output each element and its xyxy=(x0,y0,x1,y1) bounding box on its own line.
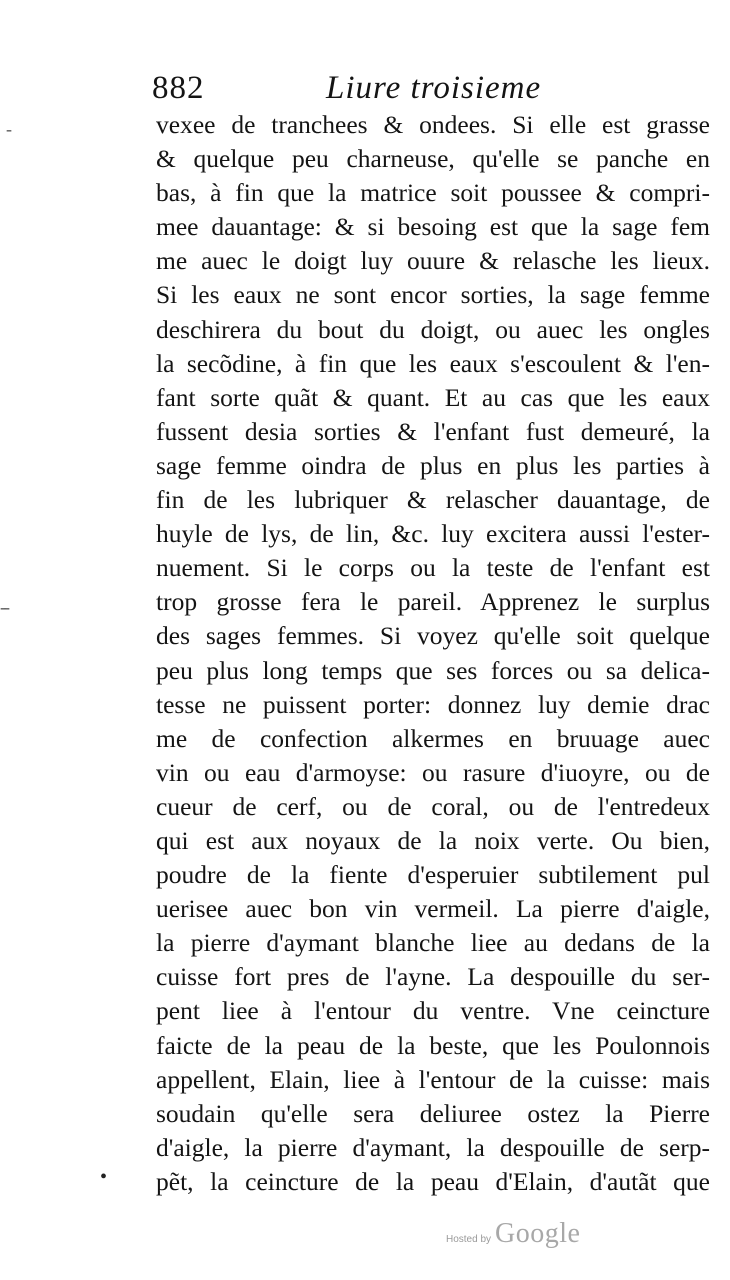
text-line: cuisse fort pres de l'ayne. La despouille du ser- xyxy=(156,962,710,992)
text-line: sage femme oindra de plus en plus les parties à xyxy=(156,450,710,480)
text-line: mee dauantage: & si besoing est que la sage fem xyxy=(156,212,710,242)
google-watermark xyxy=(446,1218,580,1250)
text-line: vin ou eau d'armoyse: ou rasure d'iuoyre, ou de xyxy=(156,757,710,787)
margin-dot-mark: • xyxy=(100,1166,108,1188)
text-line: pẽt, la ceincture de la peau d'Elain, d'autãt que xyxy=(156,1166,710,1196)
text-line: qui est aux noyaux de la noix verte. Ou bien, xyxy=(156,825,710,855)
text-line: uerisee auec bon vin vermeil. La pierre d'aigle, xyxy=(156,894,710,924)
text-line: peu plus long temps que ses forces ou sa delica- xyxy=(156,655,710,685)
text-line: poudre de la fiente d'esperuier subtilement pul xyxy=(156,860,710,890)
text-line: huyle de lys, de lin, &c. luy excitera aussi l'ester- xyxy=(156,519,710,549)
running-title: Liure troisieme xyxy=(326,70,542,106)
text-line: faicte de la peau de la beste, que les Poulonnois xyxy=(156,1030,710,1060)
hosted-by-label: Hosted by xyxy=(446,1234,492,1245)
text-line: d'aigle, la pierre d'aymant, la despouille de serp- xyxy=(156,1132,710,1162)
text-line: bas, à fin que la matrice soit poussee & compri- xyxy=(156,178,710,208)
text-line: me auec le doigt luy ouure & relasche les lieux. xyxy=(156,246,710,276)
body-text xyxy=(156,108,710,1199)
text-line: cueur de cerf, ou de coral, ou de l'entredeux xyxy=(156,791,710,821)
text-line: fin de les lubriquer & relascher dauantage, de xyxy=(156,485,710,515)
text-line: vexee de tranchees & ondees. Si elle est grasse xyxy=(156,110,710,139)
text-line: pent liee à l'entour du ventre. Vne ceincture xyxy=(156,996,710,1026)
text-line: fant sorte quãt & quant. Et au cas que les eaux xyxy=(156,382,710,412)
text-line: la pierre d'aymant blanche liee au dedans de la xyxy=(156,928,710,958)
text-line: me de confection alkermes en bruuage auec xyxy=(156,723,710,753)
text-line: deschirera du bout du doigt, ou auec les ongles xyxy=(156,314,710,344)
text-line: & quelque peu charneuse, qu'elle se panche en xyxy=(156,144,710,174)
text-line: Si les eaux ne sont encor sorties, la sage femme xyxy=(156,280,710,310)
text-line: des sages femmes. Si voyez qu'elle soit quelque xyxy=(156,621,710,651)
text-line: appellent, Elain, liee à l'entour de la cuisse: mais xyxy=(156,1064,710,1094)
google-logo: Google xyxy=(495,1218,581,1249)
page-number: 882 xyxy=(152,70,205,106)
margin-tick-mark: -- xyxy=(0,597,8,617)
text-line: fussent desia sorties & l'enfant fust demeuré, la xyxy=(156,416,710,446)
margin-tick-mark: - xyxy=(6,119,12,139)
text-line: tesse ne puissent porter: donnez luy demie drac xyxy=(156,689,710,719)
text-line: nuement. Si le corps ou la teste de l'enfant est xyxy=(156,553,710,583)
text-line: trop grosse fera le pareil. Apprenez le surplus xyxy=(156,587,710,617)
text-line: la secõdine, à fin que les eaux s'escoulent & l'en- xyxy=(156,348,710,378)
text-line: soudain qu'elle sera deliuree ostez la Pierre xyxy=(156,1098,710,1128)
